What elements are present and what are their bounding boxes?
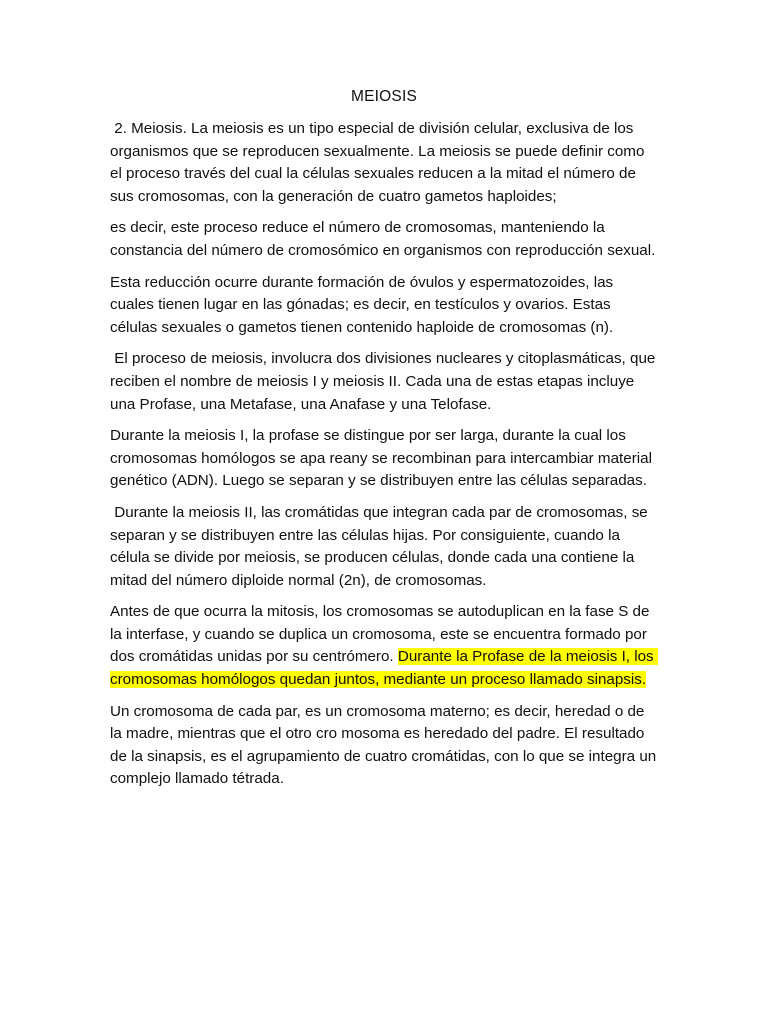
paragraph-1: 2. Meiosis. La meiosis es un tipo especial de división celular, exclusiva de los organismos que se reproducen sexualmente. La meiosis se puede definir como el proceso través del cual la células sexuales reducen a la mitad el número de sus cromosomas, con la generación de cuatro gametos haploides; bbox=[110, 120, 649, 205]
paragraph-7 bbox=[110, 601, 658, 691]
document-body bbox=[110, 118, 661, 800]
paragraph-3: Esta reducción ocurre durante formación de óvulos y espermatozoides, las cuales tienen lugar en las gónadas; es decir, en testículos y ovarios. Estas células sexuales o gametos tienen contenido haploide de cromosomas (n). bbox=[110, 273, 618, 336]
paragraph-4: El proceso de meiosis, involucra dos divisiones nucleares y citoplasmáticas, que reciben el nombre de meiosis I y meiosis II. Cada una de estas etapas incluye una Profase, una Metafase, una Anafase y una Telofase. bbox=[110, 350, 660, 413]
paragraph-2: es decir, este proceso reduce el número de cromosomas, manteniendo la constancia del número de cromosómico en organismos con reproducción sexual. bbox=[110, 219, 656, 259]
paragraph-7-text: Antes de que ocurra la mitosis, los cromosomas se autoduplican en la fase S de la interfase, y cuando se duplica un cromosoma, este se encuentra formado por dos cromátidas unidas por su centrómero. bbox=[110, 603, 654, 666]
paragraph-8: Un cromosoma de cada par, es un cromosoma materno; es decir, heredad o de la madre, mientras que el otro cro mosoma es heredado del padre. El resultado de la sinapsis, es el agrupamiento de cuatro cromátidas, con lo que se integra un complejo llamado tétrada. bbox=[110, 702, 661, 788]
paragraph-6: Durante la meiosis II, las cromátidas que integran cada par de cromosomas, se separan y se distribuyen entre las células hijas. Por consiguiente, cuando la célula se divide por meiosis, se producen células, donde cada una contiene la mitad del número diploide normal (2n), de cromosomas. bbox=[110, 503, 652, 589]
document-title: MEIOSIS bbox=[351, 88, 417, 105]
paragraph-5: Durante la meiosis I, la profase se distingue por ser larga, durante la cual los cromosomas homólogos se apa reany se recombinan para intercambiar material genético (ADN). Luego se separan y se distribuyen entre las células separadas. bbox=[110, 427, 657, 490]
highlighted-text: Durante la Profase de la meiosis I, los cromosomas homólogos quedan juntos, mediante un proceso llamado sinapsis. bbox=[110, 648, 658, 689]
